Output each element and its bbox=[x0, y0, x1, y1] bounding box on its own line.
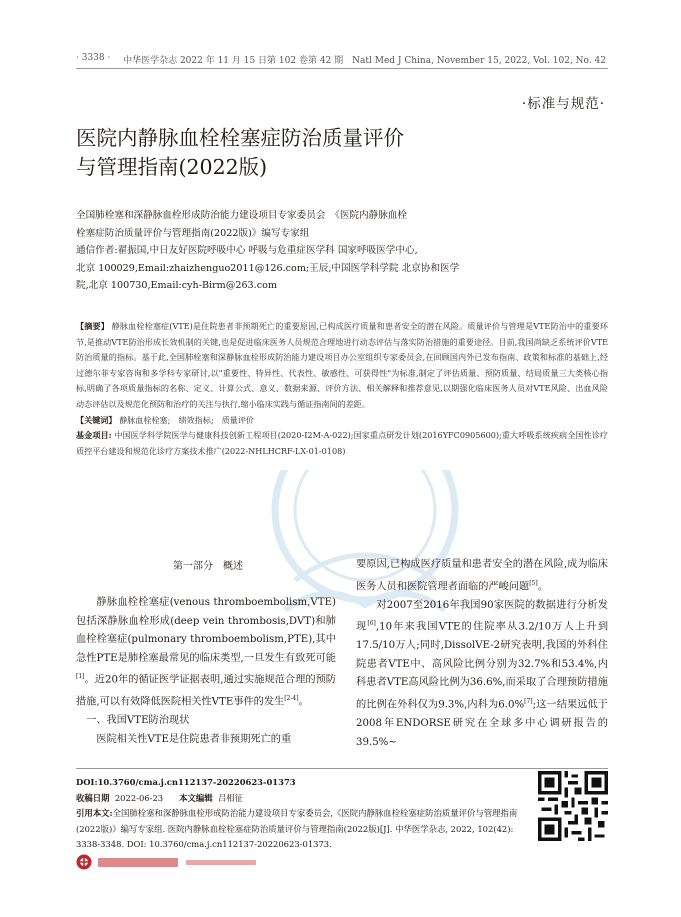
title-line-1: 医院内静脉血栓栓塞症防治质量评价 bbox=[76, 126, 404, 150]
body-paragraph bbox=[356, 556, 608, 597]
citation-block bbox=[76, 806, 526, 853]
correspondence-line-1: 通信作者:翟振国,中日友好医院呼吸中心 呼吸与危重症医学科 国家呼吸医学中心, bbox=[76, 245, 418, 256]
fund-label: 基金项目: bbox=[76, 430, 112, 441]
body-text: ;这一结果远低于2008年ENDORSE研究在全球多中心调研报告的39.5%~ bbox=[356, 699, 608, 748]
keywords-label: 【关键词】 bbox=[76, 414, 117, 425]
running-header bbox=[76, 53, 606, 67]
citation-ref: [5] bbox=[529, 579, 538, 587]
body-paragraph: 医院相关性VTE是住院患者非预期死亡的重 bbox=[96, 733, 292, 745]
citation-ref: [6] bbox=[367, 620, 376, 628]
citation-ref: [1] bbox=[76, 673, 85, 681]
body-text: 。 bbox=[298, 696, 309, 708]
keywords-text: 静脉血栓栓塞; 绩效指标; 质量评价 bbox=[119, 414, 255, 425]
citation-ref: [7] bbox=[524, 697, 533, 705]
received-date: 2022-06-23 bbox=[114, 792, 164, 803]
page-number: · 3338 · bbox=[76, 53, 111, 63]
doi-line: DOI:10.3760/cma.j.cn112137-20220623-01373 bbox=[76, 777, 296, 787]
section-heading: 第一部分 概述 bbox=[173, 561, 243, 572]
footer-rule bbox=[76, 768, 608, 769]
author-block bbox=[76, 207, 610, 295]
cma-logo-icon bbox=[76, 854, 306, 870]
citation-ref: [2-4] bbox=[284, 695, 299, 703]
body-paragraph bbox=[356, 597, 608, 753]
received-label: 收稿日期 bbox=[76, 792, 110, 803]
cite-label: 引用本文: bbox=[76, 808, 113, 819]
body-text: ,10年来我国VTE的住院率从3.2/10万人上升到17.5/10万人;同时,DissolVE-2研究表明,我国的外科住院患者VTE中、高风险比例分别为32.7%和53.4%,内科患者VTE高风险比例为36.6%,而采取了合理预防措施的比例在外科仅为9.3%,内科为6.0% bbox=[356, 621, 609, 711]
body-column-left bbox=[76, 594, 336, 750]
abstract-text: 静脉血栓栓塞症(VTE)是住院患者非预期死亡的重要原因,已构成医疗质量和患者安全的潜在风险。质量评价与管理是VTE防治中的重要环节,是推动VTE防治形成长效机制的关键,也是促进临床医务人员规范合理地进行动态评估与落实防治措施的重要途径。目前,我国尚缺乏系统评价VTE防治质量的指标。基于此,全国肺栓塞和深静脉血栓形成防治能力建设项目办公室组织专家委员会,在回顾国内外已发布指南、政策和标准的基础上,经过德尔菲专家咨询和多学科专家研讨,以"重要性、特异性、代表性、敏感性、可获得性"为标准,制定了评估质量、预防质量、结局质量三大类核心指标,明确了各项质量指标的名称、定义、计算公式、意义、数据来源、评价方法、相关解释和推荐意见,以期强化临床医务人员对VTE风险、出血风险动态评估以及规范化预防和治疗的关注与执行,缩小临床实践与循证指南间的差距。 bbox=[76, 321, 608, 409]
editor-name: 吕相征 bbox=[217, 792, 244, 803]
header-rule bbox=[76, 68, 608, 69]
column-tag: ·标准与规范· bbox=[521, 96, 605, 112]
body-column-right bbox=[356, 556, 608, 752]
abstract-block bbox=[76, 319, 608, 459]
abstract-label: 【摘要】 bbox=[76, 321, 109, 331]
keywords-line bbox=[76, 413, 608, 429]
abstract-paragraph bbox=[76, 319, 608, 413]
article-title bbox=[76, 124, 556, 182]
body-paragraph bbox=[76, 594, 336, 712]
fund-line bbox=[76, 428, 608, 459]
article-footer bbox=[76, 775, 526, 853]
journal-citation-line: 中华医学杂志 2022 年 11 月 15 日第 102 卷第 42 期 Natl Med J China, November 15, 2022, Vol. 102, No. 42 bbox=[123, 56, 606, 66]
subsection-heading: 一、我国VTE防治现状 bbox=[86, 715, 190, 727]
correspondence-line-2: 北京 100029,Email:zhaizhenguo2011@126.com;王辰,中国医学科学院 北京协和医学 bbox=[76, 262, 460, 274]
title-line-2: 与管理指南(2022版) bbox=[76, 155, 268, 179]
correspondence-line-3: 院,北京 100730,Email:cyh-Birm@263.com bbox=[76, 280, 277, 291]
body-text: 。 bbox=[537, 580, 548, 592]
author-group-line-2: 栓塞症防治质量评价与管理指南(2022版)》编写专家组 bbox=[76, 227, 310, 239]
editor-label: 本文编辑 bbox=[179, 792, 213, 803]
body-text: 要原因,已构成医疗质量和患者安全的潜在风险,成为临床医务人员和医院管理者面临的严峻问题 bbox=[356, 559, 608, 592]
dates-line bbox=[76, 791, 526, 807]
body-text: 对2007至2016年我国90家医院的数据进行分析发现 bbox=[356, 599, 608, 633]
qr-code-icon[interactable] bbox=[538, 771, 608, 841]
body-text: 。近20年的循证医学证据表明,通过实施规范合理的预防措施,可以有效降低医院相关性VTE事件的发生 bbox=[76, 674, 336, 708]
cite-text: 全国肺栓塞和深静脉血栓形成防治能力建设项目专家委员会,《医院内静脉血栓栓塞症防治质量评价与管理指南(2022版)》编写专家组. 医院内静脉血栓栓塞症防治质量评价与管理指南(2022版)[J]. 中华医学杂志, 2022, 102(42): 3338-3348. DOI: 10.3760/cma.j.cn112137-20220623-01373. bbox=[76, 808, 518, 850]
body-text: 静脉血栓栓塞症(venous thromboembolism,VTE)包括深静脉血栓形成(deep vein thrombosis,DVT)和肺血栓栓塞症(pulmonary thromboembolism,PTE),其中急性PTE是肺栓塞最常见的临床类型,一旦发生有致死可能 bbox=[76, 597, 336, 664]
fund-text: 中国医学科学院医学与健康科技创新工程项目(2020-I2M-A-022);国家重点研发计划(2016YFC0905600);重大呼吸系统疾病全国性诊疗质控平台建设和规范化诊疗方案技术推广(2022-NHLHCRF-LX-01-0108) bbox=[76, 430, 608, 456]
author-group-line-1: 全国肺栓塞和深静脉血栓形成防治能力建设项目专家委员会 《医院内静脉血栓 bbox=[76, 210, 407, 221]
